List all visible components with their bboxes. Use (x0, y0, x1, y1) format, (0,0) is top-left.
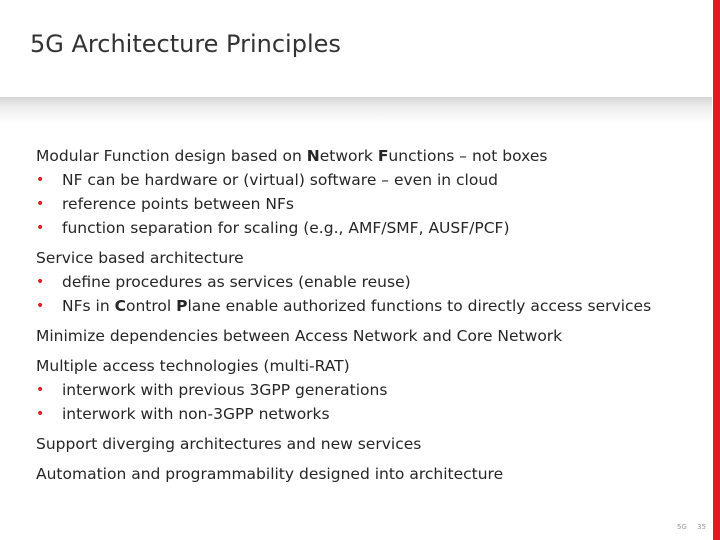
line-text-part: Service based architecture (36, 249, 244, 267)
bullet-icon: • (36, 274, 45, 290)
bullet-icon: • (36, 172, 45, 188)
bullet-item (36, 192, 708, 216)
section-heading (36, 246, 708, 270)
line-text-part: P (176, 297, 188, 315)
bullet-item (36, 216, 708, 240)
line-text-part: ontrol (125, 297, 177, 315)
bullet-icon: • (36, 298, 45, 314)
bullet-item (36, 402, 708, 426)
bullet-item (36, 270, 708, 294)
line-text-part: N (306, 147, 320, 165)
slide-body (36, 144, 708, 486)
bullet-icon: • (36, 196, 45, 212)
line-text-part: define procedures as services (enable reuse) (62, 273, 411, 291)
line-text-part: Modular Function design based on (36, 147, 307, 165)
section-heading (36, 462, 708, 486)
slide-footer (669, 523, 706, 531)
line-text-part: C (114, 297, 126, 315)
bullet-item (36, 378, 708, 402)
line-text-part: F (377, 147, 389, 165)
bullet-icon: • (36, 406, 45, 422)
line-text-part: Minimize dependencies between Access Network and Core Network (36, 327, 563, 345)
line-text-part: NF can be hardware or (virtual) software – even in cloud (62, 171, 498, 189)
line-text-part: Support diverging architectures and new services (36, 435, 422, 453)
line-text-part: lane enable authorized functions to directly access services (187, 297, 652, 315)
line-text-part: reference points between NFs (62, 195, 295, 213)
section-heading (36, 432, 708, 456)
section-heading (36, 324, 708, 348)
line-text-part: unctions – not boxes (388, 147, 548, 165)
bullet-item (36, 168, 708, 192)
accent-bar (713, 0, 720, 540)
line-text-part: Automation and programmability designed into architecture (36, 465, 504, 483)
line-text-part: etwork (319, 147, 378, 165)
line-text-part: Multiple access technologies (multi-RAT) (36, 357, 350, 375)
page-number: 35 (697, 523, 706, 531)
bullet-icon: • (36, 382, 45, 398)
title-divider-shadow (0, 97, 712, 123)
section-heading (36, 144, 708, 168)
bullet-item (36, 294, 708, 318)
footer-label: 5G (676, 523, 687, 531)
line-text-part: function separation for scaling (e.g., AMF/SMF, AUSF/PCF) (62, 219, 510, 237)
section-heading (36, 354, 708, 378)
line-text-part: NFs in (62, 297, 115, 315)
line-text-part: interwork with previous 3GPP generations (62, 381, 388, 399)
slide-title: 5G Architecture Principles (30, 30, 341, 58)
line-text-part: interwork with non-3GPP networks (62, 405, 330, 423)
bullet-icon: • (36, 220, 45, 236)
